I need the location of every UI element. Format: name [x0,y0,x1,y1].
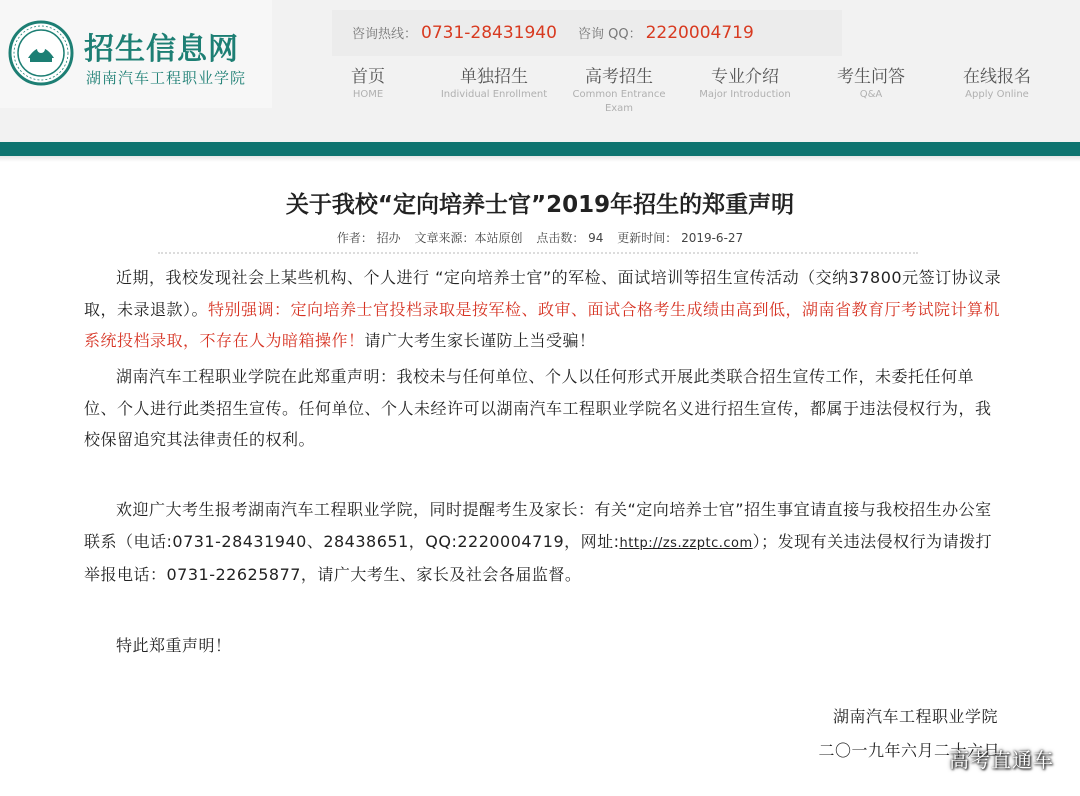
nav-item-sublabel: Individual Enrollment [440,89,548,100]
paragraph-1-emphasis: 特别强调：定向培养士官投档录取是按军检、政审、面试合格考生成绩由高到低，湖南省教育厅考试院计算机系统投档录取，不存在人为暗箱操作！ [84,299,1001,350]
nav-item-sublabel: Q&A [859,89,883,100]
hotline-label: 咨询热线： [352,27,418,42]
nav-item-label: 在线报名 [963,67,1031,87]
nav-item-home[interactable] [306,66,430,102]
paragraph-1-warning: 请广大考生家长谨防上当受骗！ [364,331,596,350]
nav-item-apply-online[interactable] [935,66,1059,102]
nav-item-label: 首页 [351,67,385,87]
watermark: 高考直通车 [949,748,1054,772]
nav-item-major-introduction[interactable] [683,66,807,102]
meta-source: 文章来源：本站原创 [414,231,523,245]
meta-author: 作者： 招办 [336,231,401,245]
site-logo[interactable] [0,0,272,108]
school-seal-icon [8,20,74,86]
contact-bar [332,10,842,56]
paragraph-4: 特此郑重声明！ [116,636,232,655]
hotline-number[interactable]: 0731-28431940 [421,23,557,43]
paragraph-3-tail: ）；发现有关违法侵权行为请拨打举报电话：0731-22625877，请广大考生、家长及社会各届监督。 [84,531,993,584]
logo-title: 招生信息网 [84,32,239,67]
nav-item-label: 专业介绍 [711,67,779,87]
nav-item-individual-enrollment[interactable] [432,66,556,102]
paragraph-3 [84,494,1002,591]
header-band-shadow [0,156,1080,162]
nav-item-sublabel: HOME [352,89,384,100]
nav-item-sublabel: Apply Online [965,89,1029,100]
nav-item-sublabel: Major Introduction [699,89,791,100]
paragraph-1 [84,262,1002,357]
signature-org: 湖南汽车工程职业学院 [832,707,998,726]
meta-updated: 更新时间： 2019-6-27 [617,231,744,245]
paragraph-3-text: 欢迎广大考生报考湖南汽车工程职业学院，同时提醒考生及家长：有关“定向培养士官”招生事宜请直接与我校招生办公室联系（电话:0731-28431940、28438651，QQ:2220004719，网址: [84,500,992,551]
main-nav [320,66,1080,114]
nav-item-label: 单独招生 [460,67,528,87]
title-divider [158,252,918,254]
logo-subtitle: 湖南汽车工程职业学院 [86,69,247,87]
site-header [0,0,1080,142]
nav-item-entrance-exam[interactable] [557,66,681,116]
meta-clicks: 点击数： 94 [536,231,604,245]
nav-item-label: 考生问答 [837,67,905,87]
qq-label: 咨询 QQ： [578,27,642,42]
hotline [352,23,557,43]
paragraph-2: 湖南汽车工程职业学院在此郑重声明：我校未与任何单位、个人以任何形式开展此类联合招生宣传工作，未委托任何单位、个人进行此类招生宣传。任何单位、个人未经许可以湖南汽车工程职业学院名义进行招生宣传，都属于违法侵权行为，我校保留追究其法律责任的权利。 [84,367,992,449]
nav-item-qa[interactable] [809,66,933,102]
paragraph-1-text: 近期，我校发现社会上某些机构、个人进行 “定向培养士官”的军检、面试培训等招生宣传活动（交纳37800元签订协议录取，未录退款）。 [84,268,1002,319]
qq-contact [578,23,754,43]
article-title: 关于我校“定向培养士官”2019年招生的郑重声明 [285,192,795,218]
article-meta [0,229,1080,246]
website-link[interactable]: http://zs.zzptc.com [619,535,753,551]
header-band [0,142,1080,156]
nav-item-sublabel: Common Entrance Exam [572,89,666,114]
nav-item-label: 高考招生 [585,67,653,87]
qq-number[interactable]: 2220004719 [645,23,754,43]
signature-date: 二〇一九年六月二十六日 [818,741,1000,760]
